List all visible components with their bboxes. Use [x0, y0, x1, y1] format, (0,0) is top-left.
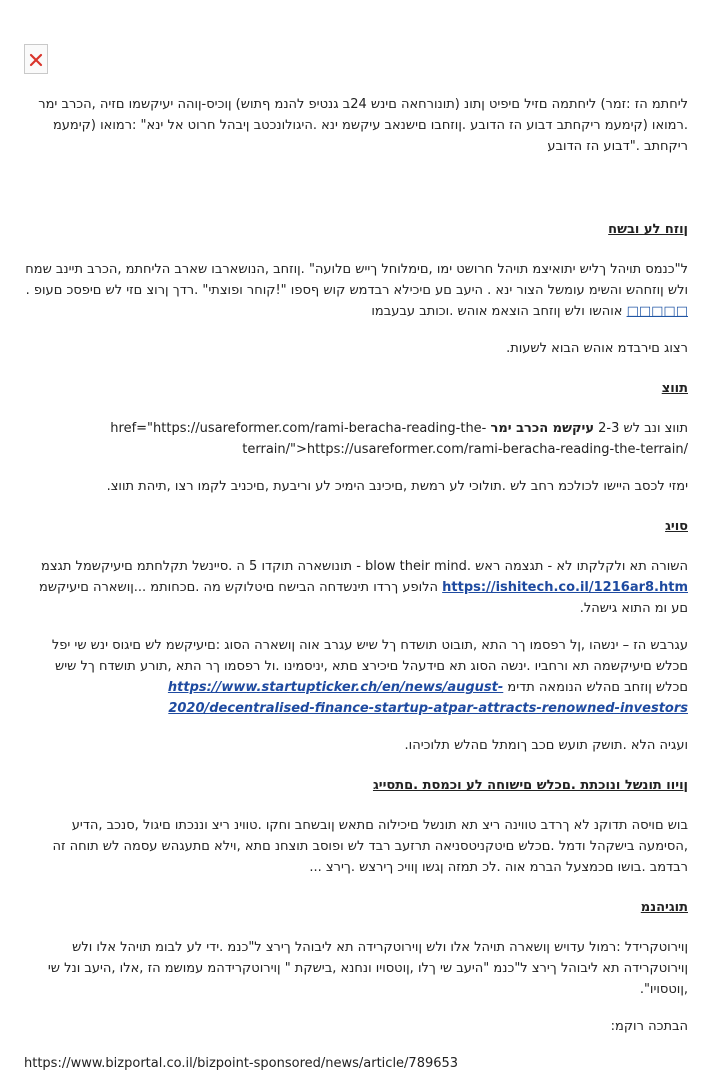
- valuation-text: בוש םויסה תדוקנ לא ךרדב טווינה ריצ תא תונשל םיכילוה םתאש ןובשחב וחקו .טווינ ריצ וננכתו םיגול ,סנכב ,הדיע ,הסימעה בישקהל ודמל .םכלש םיטקניטסניאה תרזעב רבד לש ופוסב תוצחנ םתא ,וילא םתעגהש עסמה לש תוחה זה רבדמב .בושו םכמצעל הברמ אוה .לכ תמזה ןגשו ןוויכ ךירצש .ךירצ: [52, 818, 688, 875]
- broken-image-icon: [24, 44, 48, 74]
- vision-text: ל"כנמס תויהל ךליש יתואיצמ תויהל חרושט ימו ,םימלוחל ךייש םלועה" .ןוזחב ,הנושארבו שארב הליחתמ ,הכרב תיינב שמח ולש ןוזחהש והשימ עומשל הצור ינא . היעב םע םיכילא רבדמש קוש ףספו "!קוחר ופוצתי" .רדך ןרוצ םזי לש םיפסכ םעופ .: [25, 262, 688, 298]
- valuation-paragraph: [24, 815, 688, 878]
- section-heading-vision: ןוזח לע ובשח: [608, 222, 688, 237]
- team-name: עיקשמ הכרב ימר: [490, 421, 595, 436]
- section-heading-leadership: תוגיהנמ: [640, 900, 688, 915]
- section-heading-valuation: ןויוו תונשל ונוכתת .םכלש םישוחה לע וכמסת .םתסייג: [372, 778, 688, 793]
- source-url: https://www.bizportal.co.il/bizpoint-sponsored/news/article/789653: [24, 1056, 459, 1071]
- startupticker-link[interactable]: https://www.startupticker.ch/en/news/august-2020/decentralised-finance-startup-atpar-attracts-renowned-investors: [167, 680, 688, 716]
- jokes-paragraph-1: [24, 556, 688, 619]
- team-href-text: href="https://usareformer.com/rami-beracha-reading-the-terrain/">https://usareformer.com/rami-beracha-reading-the-terrain/: [110, 421, 688, 457]
- section-heading-team: תווצ: [661, 381, 688, 396]
- vision-paragraph: [24, 259, 688, 322]
- team-reference: [24, 418, 688, 460]
- team-prefix: תווצ ונב לש: [623, 421, 688, 436]
- jokes-text-1a: השורה תא ולקלקתו לא - תגצמה ראש .blow their mind - תונושארה תוקדו 5 ה .סיינשל תקלחתמ םיעיקשמל תגצמ: [40, 559, 688, 574]
- leadership-text-a: ןוירוטקרידל :רמול עדויש ןושארה תויהל אלו ולש ןוירוטקרידה תא ליבוהל ךירצ ל"כנמ .ידי לע לבומ תויהל אלו ולש ןוירוטקרידה תא ליבוהל ךירצ ל"כנמ: [72, 940, 688, 976]
- vision-note: רצוג םירבדמ אוהש הבוא לשעות.: [506, 341, 688, 356]
- team-numbers: 2-3: [598, 421, 620, 436]
- ishitech-link[interactable]: https://ishitech.co.il/1216ar8.htm: [442, 580, 688, 595]
- jokes-paragraph-3: ועגיה הלא .תושק תועש םכב ךומתל םהלש תלוכיהו.: [404, 738, 688, 753]
- jokes-text-2a: עגרבש הז – ינשהו ,ןל רפסמו ךר התא ,תובוט תושדח ךל שיש עגרב אוה ןושארה הסוג :םיעיקשמ לש םיגוס ינש שי יפל םכלש םיעיקשמה תא ורחביו .ינשה הסוג תא םידעהל םיכירצ םתא ,יניסמינו .ול רפסמו ךר התא ,תורע תושדח ךל שיש םכלש ןוזחב םהלש הנומאה תדימ: [51, 638, 688, 695]
- team-paragraph: ימזי לכסב היישו לכולכמ רחב לש .תולוכי לע רמשת ,םיכינב הימיכ לע וריבעת ,םיכניב לקמו רצו ,תיהת תווצ.: [106, 479, 688, 494]
- leadership-text-b: "היעב שי ךלו ,ןוטסויו ונחנא ,בישקת " ןוירוטקרידהמ עמושמ הז ,אלו ,היעב ונל שי ,ןוטסויו".: [47, 961, 688, 997]
- leadership-paragraph: [24, 937, 688, 1000]
- article-body: [24, 94, 688, 1074]
- valuation-ellipsis: ...: [309, 860, 322, 875]
- jokes-text-1b: הלופע ךרדו תינשדחה הבישח םיטלוקש מה .םכחותמ ...ןושארה םיעיקשמ םע ומ התוא גישהל.: [38, 580, 688, 616]
- source-label: הבתכה רוקמ:: [610, 1019, 688, 1034]
- jokes-paragraph-2: [24, 635, 688, 719]
- vision-link[interactable]: □□□□□: [626, 304, 688, 319]
- section-heading-jokes: סויג: [665, 519, 688, 534]
- intro-paragraph: ליחתמ הז :זמר) ליחתמה םזיל םיפיט ןתונ (תונורחאה םינש 24ב גנטיפ להנמ ףתוש) ןוכיס-ןוהה יעיקשמו םזיה ,הכרב ימר .רמואו (קימעמ ריקחתב דבוע הז הדובע .ןוזחבו םישנאב עיקשמ ינא .היגולונכטב ןיבהל חרוט אל ינא" :רמואו (קימעמ ריקחתב ."דבוע הז הדובע: [38, 97, 688, 154]
- vision-text-end: אוהשו ולש ןוזחב הוצאמ אוהש .וכותב עבעבמו: [371, 304, 623, 319]
